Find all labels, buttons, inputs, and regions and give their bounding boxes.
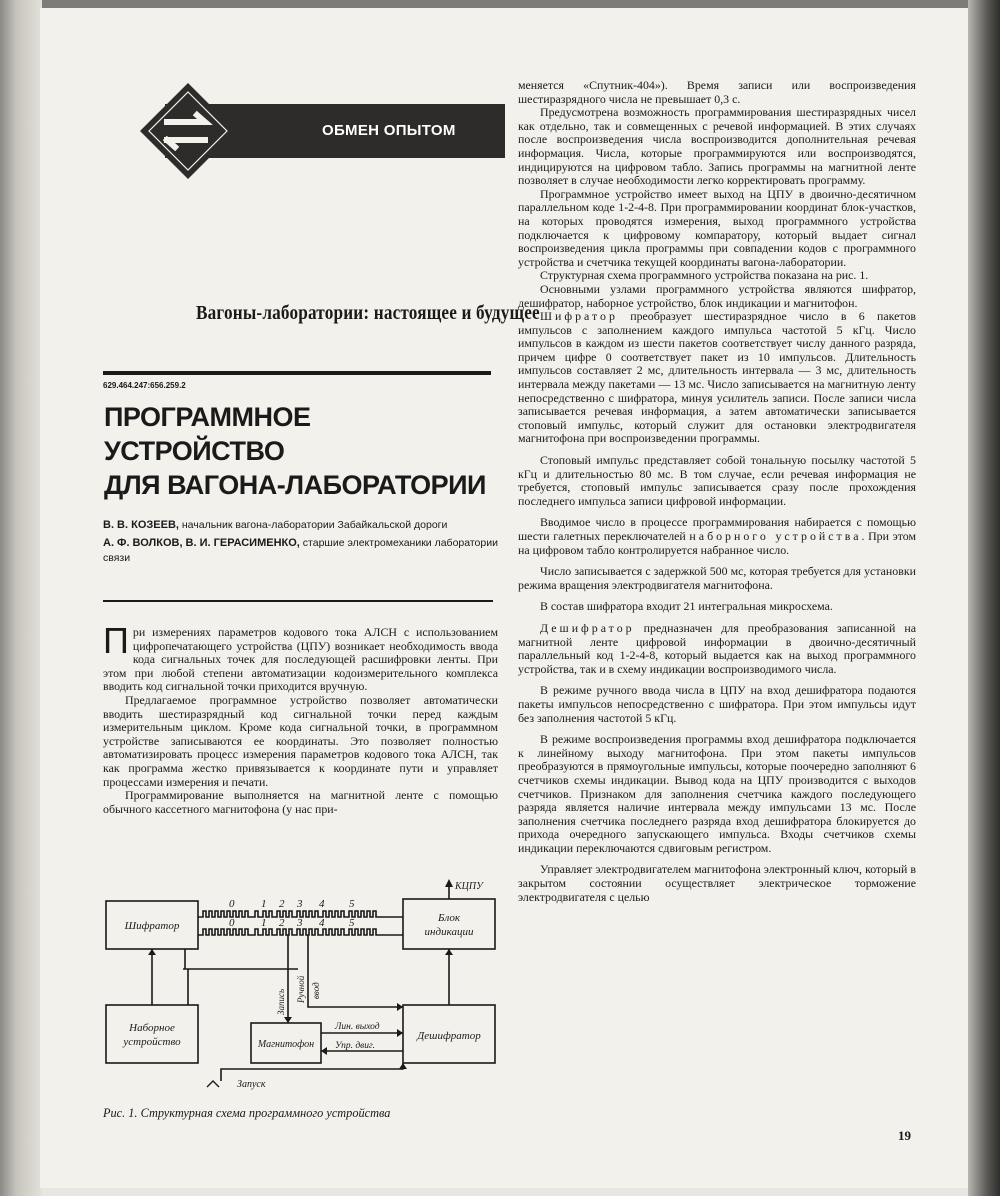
arrow-icon: [284, 1017, 292, 1023]
page-right-margin-shadow: [968, 0, 1000, 1196]
title-rule: [103, 371, 491, 375]
author-role: старшие электромеханики лаборатории связи: [103, 537, 498, 564]
digit-label: 3: [297, 898, 303, 910]
paragraph: Программное устройство имеет выход на ЦПУ в двоично-десятичном параллельном коде 1-2-4-8. При программировании координат блок-участков, на которых проводятся измерения, выход программного устройства подключается к цифровому компаратору, который выдает сигнал воспроизведения цикла программы при совпадении кодов с программного устройства и счетчика текущей координаты вагона-лаборатории.: [518, 186, 916, 269]
indication-label: индикации: [424, 926, 474, 938]
page-number: 19: [898, 1128, 911, 1143]
paragraph: В состав шифратора входит 21 интегральная микросхема.: [540, 599, 833, 614]
article-headline: [104, 400, 504, 502]
manual-label: Ручной: [296, 975, 306, 1003]
udc-code: 629.464.247:656.259.2: [103, 381, 186, 390]
arrow-icon: [148, 949, 156, 955]
paragraph: В режиме ручного ввода числа в ЦПУ на вход дешифратора подаются пакеты импульсов непосредственно с шифратора. При этом импульсы идут без заполнения частотой 5 кГц.: [518, 683, 916, 725]
authors-rule: [103, 600, 493, 602]
paragraph: Дешифратор предназначен для преобразования записанной на магнитной ленте цифровой информации в двоично-десятичный параллельный код 1-2-4-8, который выдается как на выход программного устройства, так и в схему индикации воспроизводимого числа.: [518, 620, 916, 676]
digit-label: 4: [319, 917, 325, 929]
headline-line: УСТРОЙСТВО: [104, 436, 285, 466]
indication-label: Блок: [437, 912, 461, 924]
pulse-train-bottom: [198, 929, 403, 935]
digit-label: 2: [279, 917, 285, 929]
paragraph: Вводимое число в процессе программирования набирается с помощью шести галетных переключателей наборного устройства. При этом на цифровом табло контролируется набранное число.: [518, 515, 917, 557]
right-text-column: [518, 79, 916, 904]
author-names: В. В. КОЗЕЕВ,: [103, 519, 179, 531]
block-diagram: [103, 877, 503, 1091]
paragraph: Программирование выполняется на магнитной ленте с помощью обычного кассетного магнитофона (у нас при-: [103, 788, 498, 816]
paragraph: В режиме воспроизведения программы вход дешифратора подключается к линейному выходу магнитофона. При этом пакеты импульсов преобразуются в прямоугольные импульсы, которые поочередно заполняют 6 счетчиков схемы индикации. Вывод кода на ЦПУ производится с выходов счетчиков. Признаком для заполнения счетчика каждого последующего разряда является наличие интервала между импульсами 13 мс. После заполнения счетчика последнего разряда вход дешифратора блокируется до прихода очередного запускающего импульса. Входы счетчиков схемы индикации переключаются сдвиговым регистром.: [518, 732, 916, 855]
section-label: ОБМЕН ОПЫТОМ: [322, 122, 456, 139]
arrow-icon: [321, 1047, 327, 1055]
paragraph: Основными узлами программного устройства являются шифратор, дешифратор, наборное устройство, блок индикации и магнитофон.: [518, 281, 916, 310]
figure-caption: Рис. 1. Структурная схема программного устройства: [103, 1106, 391, 1120]
setter-block: [106, 1005, 198, 1063]
arrow-icon: [445, 949, 453, 955]
term-encoder: Шифратор: [540, 309, 618, 324]
digit-label: 1: [261, 917, 267, 929]
paragraph: меняется «Спутник-404»). Время записи или воспроизведения шестиразрядного числа не превышает 0,3 с.: [518, 78, 916, 106]
setter-label: Наборное: [129, 1022, 175, 1034]
arrow-icon: [445, 879, 453, 887]
digit-label: 1: [261, 898, 267, 910]
arrow-icon: [399, 1063, 407, 1069]
term-decoder: Дешифратор: [540, 620, 635, 635]
author-entry: [103, 536, 498, 566]
start-label: Запуск: [237, 1079, 266, 1090]
paragraph: Структурная схема программного устройства показана на рис. 1.: [540, 268, 869, 283]
exchange-arrows-icon: [139, 82, 237, 180]
motor-control-label: Упр. двиг.: [335, 1041, 376, 1051]
headline-line: ДЛЯ ВАГОНА-ЛАБОРАТОРИИ: [104, 470, 486, 500]
manual-input-line: [308, 935, 403, 1007]
input-label: ввод: [311, 982, 321, 999]
paragraph: При измерениях параметров кодового тока АЛСН с использованием цифропечатающего устройства (ЦПУ) возникает необходимость ввода кода сигнальных точек для последующей расшифровки ленты. При этом при любой степени автоматизации кодоизмерительного комплекса вводить код сигнальной точки приходится вручную.: [103, 620, 498, 694]
digit-label: 0: [229, 917, 235, 929]
setter-label: устройство: [123, 1036, 181, 1048]
paragraph: Предлагаемое программное устройство позволяет автоматически вводить шестиразрядный код сигнальной точки перед каждым измерительным циклом. Кроме кода сигнальной точки, в программном устройстве записываются ее координаты. Это позволяет полностью автоматизировать процесс измерения параметров кодового тока АЛСН, так как программа жестко привязывается к координате пути и управляет процессами измерения и печати.: [103, 692, 498, 789]
page-left-margin-shadow: [0, 0, 42, 1196]
digit-label: 5: [349, 917, 355, 929]
paragraph: Стоповый импульс представляет собой тональную посылку частотой 5 кГц и длительностью 80 мс. В том случае, если речевая информация не требуется, стоповый импульс записывается сразу после прохождения последнего импульса записи цифровой информации.: [518, 453, 916, 508]
drop-cap: П: [103, 620, 129, 661]
printer-output-label: КЦПУ: [455, 881, 483, 892]
headline-line: ПРОГРАММНОЕ: [104, 402, 311, 432]
paragraph: Управляет электродвигателем магнитофона электронный ключ, который в закрытом состоянии осуществляет электрическое торможение электродвигателя с целью: [518, 862, 916, 904]
left-text-column: [103, 620, 498, 816]
term-setter: наборного устройства: [689, 529, 862, 543]
encoder-label: Шифратор: [124, 920, 180, 932]
digit-label: 5: [349, 898, 355, 910]
arrow-icon: [397, 1003, 403, 1011]
author-role: начальник вагона-лаборатории Забайкальской дороги: [178, 519, 448, 531]
arrow-icon: [397, 1029, 403, 1037]
digit-label: 3: [297, 917, 303, 929]
digit-label: 0: [229, 898, 235, 910]
start-pulse-symbol: [207, 1081, 219, 1087]
page-top-edge: [42, 0, 968, 8]
paragraph: Число записывается с задержкой 500 мс, которая требуется для установки режима вращения электродвигателя магнитофона.: [518, 564, 916, 592]
decoder-label: Дешифратор: [417, 1030, 481, 1042]
author-names: А. Ф. ВОЛКОВ, В. И. ГЕРАСИМЕНКО,: [103, 537, 300, 549]
paragraph: Шифратор преобразует шестиразрядное число в 6 пакетов импульсов с заполнением каждого импульса частотой 5 кГц. Число импульсов в каждом из шести пакетов соответствует числу данного разряда, причем цифре 0 соответствует пакет из 10 импульсов. Длительность импульсов составляет 2 мс, длительность интервала — 3 мс, длительность интервала между пакетами — 13 мс. Число записывается на магнитную ленту непосредственно с шифратора, минуя усилитель записи. После записи числа записывается речевая информация, а затем автоматически записывается стоповый импульс, который служит для остановки электродвигателя магнитофона при воспроизведении программы.: [518, 309, 916, 446]
paragraph: Предусмотрена возможность программирования шестиразрядных чисел как отдельно, так и совмещенных с речевой информацией. В этих случаях после воспроизведения числа воспроизводится дополнительная речевая информация. Числа, которые программируются или воспроизводятся, индицируются на цифровом табло. Запись программы на магнитной ленте позволяет в случае необходимости легко корректировать программу.: [518, 105, 916, 188]
line-out-label: Лин. выход: [335, 1022, 380, 1032]
indication-block: [403, 899, 495, 949]
series-title: Вагоны-лаборатории: настоящее и будущее: [196, 302, 540, 324]
authors-block: [103, 518, 498, 569]
write-label: Запись: [276, 988, 286, 1015]
author-entry: [103, 518, 498, 533]
recorder-label: Магнитофон: [257, 1039, 315, 1050]
digit-label: 2: [279, 898, 285, 910]
digit-label: 4: [319, 898, 325, 910]
